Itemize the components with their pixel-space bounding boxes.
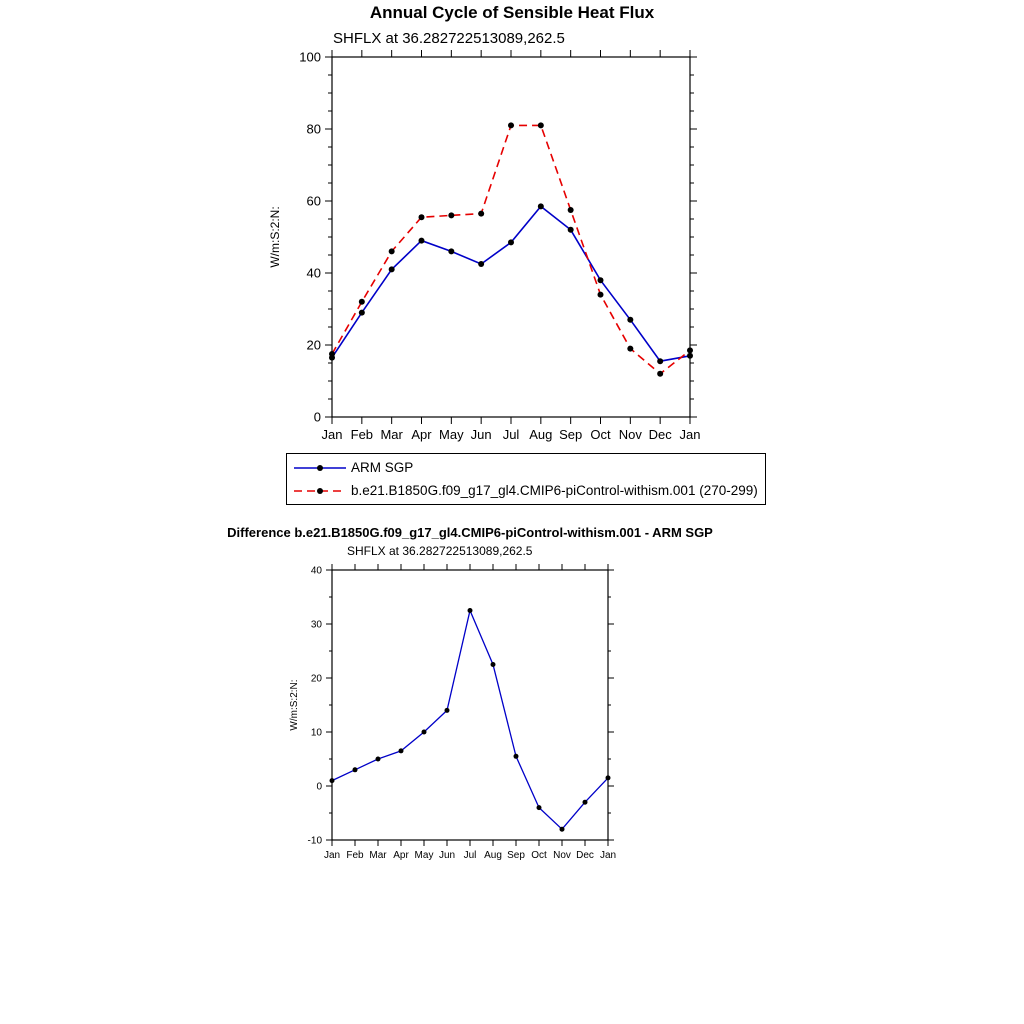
- svg-text:10: 10: [310, 727, 322, 739]
- legend-line-sample-solid: [292, 461, 348, 475]
- svg-text:Nov: Nov: [618, 427, 642, 442]
- svg-text:Jan: Jan: [679, 427, 701, 442]
- svg-text:0: 0: [316, 781, 322, 793]
- chart2-subtitle: SHFLX at 36.282722513089,262.5: [347, 544, 533, 558]
- svg-text:Jun: Jun: [470, 427, 492, 442]
- svg-text:Mar: Mar: [369, 850, 387, 861]
- svg-text:W/m:S:2:N:: W/m:S:2:N:: [268, 206, 282, 268]
- chart1-subtitle: SHFLX at 36.282722513089,262.5: [333, 30, 565, 47]
- svg-text:60: 60: [306, 193, 321, 209]
- svg-text:Feb: Feb: [350, 427, 374, 442]
- legend-label: b.e21.B1850G.f09_g17_gl4.CMIP6-piControl-withism.001 (270-299): [351, 483, 758, 498]
- svg-text:Jan: Jan: [599, 850, 617, 861]
- svg-text:Dec: Dec: [648, 427, 672, 442]
- svg-text:May: May: [414, 850, 434, 861]
- svg-text:Dec: Dec: [576, 850, 594, 861]
- chart1-plot: [0, 50, 1024, 460]
- svg-text:Oct: Oct: [590, 427, 611, 442]
- svg-text:20: 20: [310, 673, 322, 685]
- svg-text:Jul: Jul: [463, 850, 477, 861]
- svg-text:Jun: Jun: [438, 850, 456, 861]
- svg-text:Aug: Aug: [529, 427, 553, 442]
- svg-text:Sep: Sep: [559, 427, 583, 442]
- svg-text:0: 0: [313, 409, 321, 425]
- svg-text:100: 100: [299, 50, 321, 65]
- svg-text:Apr: Apr: [393, 850, 409, 861]
- chart2-plot: [0, 558, 1024, 878]
- svg-text:W/m:S:2:N:: W/m:S:2:N:: [289, 679, 300, 731]
- legend-label: ARM SGP: [351, 460, 414, 475]
- legend-item-arm-sgp: [287, 456, 765, 479]
- svg-text:Sep: Sep: [507, 850, 525, 861]
- svg-text:Jul: Jul: [502, 427, 520, 442]
- svg-text:Nov: Nov: [553, 850, 571, 861]
- svg-text:-10: -10: [307, 835, 322, 847]
- svg-text:40: 40: [310, 565, 322, 577]
- svg-text:Feb: Feb: [346, 850, 364, 861]
- legend-item-model: [287, 479, 765, 502]
- legend-line-sample-dashed: [292, 484, 348, 498]
- svg-text:Aug: Aug: [484, 850, 502, 861]
- svg-text:May: May: [439, 427, 464, 442]
- svg-text:Oct: Oct: [531, 850, 547, 861]
- svg-text:Jan: Jan: [323, 850, 341, 861]
- chart1-legend: [286, 453, 766, 505]
- svg-text:30: 30: [310, 619, 322, 631]
- svg-text:20: 20: [306, 337, 321, 353]
- svg-text:40: 40: [306, 265, 321, 281]
- svg-text:Apr: Apr: [411, 427, 432, 442]
- svg-text:80: 80: [306, 121, 321, 137]
- svg-text:Jan: Jan: [321, 427, 343, 442]
- chart2-title: Difference b.e21.B1850G.f09_g17_gl4.CMIP6-piControl-withism.001 - ARM SGP: [227, 525, 713, 540]
- svg-text:Mar: Mar: [380, 427, 403, 442]
- chart1-title: Annual Cycle of Sensible Heat Flux: [369, 3, 655, 22]
